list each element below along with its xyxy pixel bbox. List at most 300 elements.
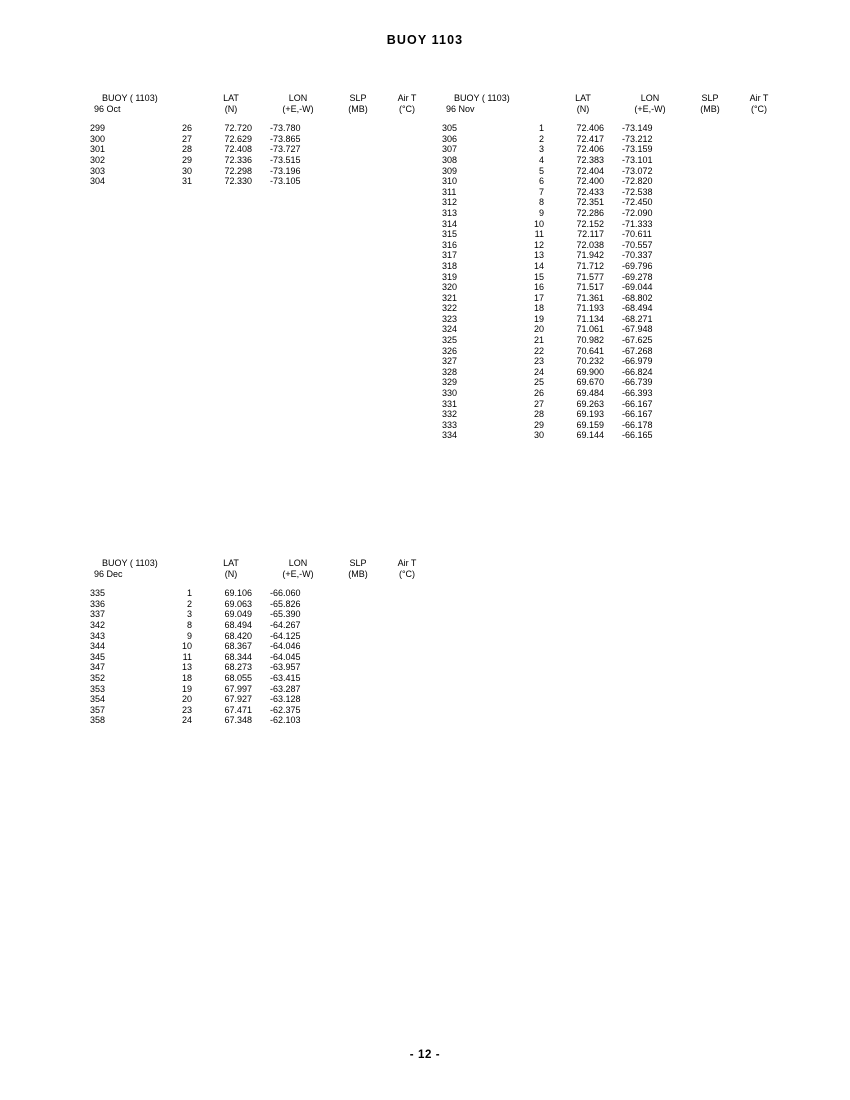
cell-lat: 69.484 (576, 388, 604, 399)
data-table-oct (88, 93, 432, 187)
page-title: BUOY 1103 (386, 33, 464, 47)
column-header-lat (200, 558, 262, 579)
cell-lon: -64.267 (270, 619, 301, 630)
cell-jday: 311 (442, 186, 457, 197)
header-spacer-cell (440, 114, 784, 123)
column-header-lat-label: LAT (223, 558, 239, 568)
cell-lon: -62.375 (270, 704, 301, 715)
cell-airt (382, 684, 432, 695)
cell-slp (334, 662, 382, 673)
cell-day: 11 (534, 229, 544, 240)
cell-slp (686, 250, 734, 261)
cell-lat: 72.117 (577, 229, 604, 240)
cell-day: 18 (181, 672, 192, 683)
table-body (440, 123, 784, 441)
cell-jday: 342 (90, 619, 106, 630)
cell-jday: 334 (442, 430, 458, 441)
cell-lon: -70.611 (622, 229, 652, 240)
cell-slp (686, 219, 734, 230)
cell-day: 22 (533, 345, 544, 356)
cell-lat: 71.712 (576, 260, 604, 271)
cell-slp (334, 652, 382, 663)
column-header-airt-unit: (°C) (750, 103, 768, 114)
cell-slp (334, 705, 382, 716)
cell-airt (382, 144, 432, 155)
cell-lat: 67.997 (224, 683, 252, 694)
table-row (440, 303, 784, 314)
cell-slp (686, 144, 734, 155)
column-header-day (164, 558, 200, 579)
cell-day: 15 (533, 271, 544, 282)
cell-lat: 69.900 (576, 366, 604, 377)
cell-airt (734, 430, 784, 441)
column-header-slp (334, 558, 382, 579)
cell-lat: 71.361 (576, 292, 604, 303)
cell-slp (686, 240, 734, 251)
cell-airt (734, 240, 784, 251)
cell-lon: -73.105 (270, 176, 301, 187)
cell-airt (382, 166, 432, 177)
cell-lat: 71.517 (576, 282, 604, 293)
cell-airt (734, 324, 784, 335)
cell-airt (382, 176, 432, 187)
cell-airt (382, 588, 432, 599)
cell-airt (382, 123, 432, 134)
cell-jday: 314 (442, 218, 458, 229)
cell-airt (734, 187, 784, 198)
column-header-lat-unit: (N) (224, 568, 238, 579)
cell-airt (734, 388, 784, 399)
cell-airt (734, 208, 784, 219)
cell-slp (334, 609, 382, 620)
cell-day: 29 (181, 154, 192, 165)
cell-day: 1 (186, 588, 192, 599)
cell-slp (686, 261, 734, 272)
table-header-row (88, 558, 432, 579)
table-row (88, 123, 432, 134)
cell-lat: 69.144 (576, 430, 604, 441)
cell-airt (734, 346, 784, 357)
table-header-row (88, 93, 432, 114)
column-header-lon-label: LON (288, 93, 308, 103)
table-row (88, 588, 432, 599)
cell-day: 1 (538, 123, 544, 134)
cell-airt (382, 599, 432, 610)
cell-jday: 302 (90, 154, 106, 165)
cell-slp (334, 641, 382, 652)
cell-lat: 72.720 (224, 123, 252, 134)
table-row (440, 356, 784, 367)
table-row (88, 673, 432, 684)
column-header-lon (262, 558, 334, 579)
table-row (440, 219, 784, 230)
column-header-period-label: 96 Dec (94, 568, 123, 579)
cell-lon: -66.979 (622, 356, 653, 367)
cell-lon: -67.268 (622, 345, 653, 356)
cell-jday: 304 (90, 176, 106, 187)
column-header-slp (686, 93, 734, 114)
column-header-lon-unit: (+E,-W) (634, 103, 666, 114)
cell-lat: 70.641 (576, 345, 604, 356)
cell-slp (334, 176, 382, 187)
cell-airt (734, 219, 784, 230)
column-header-airt (382, 93, 432, 114)
column-header-airt-label: Air T (397, 558, 417, 568)
cell-slp (686, 272, 734, 283)
cell-slp (686, 166, 734, 177)
cell-jday: 319 (442, 271, 458, 282)
column-header-buoy (88, 93, 164, 114)
cell-airt (382, 155, 432, 166)
table-row (88, 631, 432, 642)
header-spacer-row (440, 114, 784, 123)
cell-lat: 71.942 (576, 250, 604, 261)
cell-lat: 72.298 (224, 165, 252, 176)
column-header-lon-unit: (+E,-W) (282, 568, 314, 579)
cell-jday: 322 (442, 303, 458, 314)
cell-day: 7 (538, 186, 544, 197)
cell-airt (734, 367, 784, 378)
cell-lat: 72.286 (576, 207, 604, 218)
cell-slp (686, 356, 734, 367)
table-row (440, 197, 784, 208)
table-row (440, 430, 784, 441)
column-header-buoy (88, 558, 164, 579)
column-header-airt-unit: (°C) (398, 103, 416, 114)
table-row (440, 272, 784, 283)
cell-jday: 323 (442, 313, 458, 324)
cell-day: 24 (181, 715, 192, 726)
cell-day: 8 (538, 197, 544, 208)
buoy-table (88, 93, 432, 187)
table-body (88, 123, 432, 187)
cell-day: 27 (181, 133, 192, 144)
cell-airt (734, 176, 784, 187)
cell-jday: 335 (90, 588, 106, 599)
cell-lat: 72.404 (576, 165, 604, 176)
cell-airt (382, 652, 432, 663)
cell-airt (734, 250, 784, 261)
cell-slp (686, 377, 734, 388)
column-header-lat-unit: (N) (224, 103, 238, 114)
cell-jday: 315 (442, 229, 458, 240)
table-row (440, 314, 784, 325)
column-header-slp-unit: (MB) (348, 103, 368, 114)
cell-lon: -65.390 (270, 609, 301, 620)
cell-day: 13 (181, 662, 192, 673)
cell-slp (686, 324, 734, 335)
cell-day: 19 (181, 683, 192, 694)
cell-jday: 328 (442, 366, 458, 377)
column-header-slp-label: SLP (349, 558, 367, 568)
table-row (440, 367, 784, 378)
cell-airt (382, 134, 432, 145)
cell-lon: -63.415 (270, 672, 301, 683)
column-header-lat-unit: (N) (576, 103, 590, 114)
table-row (88, 652, 432, 663)
column-header-lon-label: LON (640, 93, 660, 103)
cell-day: 28 (181, 144, 192, 155)
cell-airt (382, 631, 432, 642)
cell-lon: -73.159 (622, 144, 653, 155)
table-row (440, 166, 784, 177)
cell-day: 29 (533, 419, 544, 430)
cell-day: 9 (186, 630, 192, 641)
column-header-lon (262, 93, 334, 114)
cell-day: 13 (533, 250, 544, 261)
cell-lon: -66.165 (622, 430, 653, 441)
cell-lat: 72.383 (576, 154, 604, 165)
table-header (88, 93, 432, 123)
table-row (88, 620, 432, 631)
header-spacer-row (88, 579, 432, 588)
cell-lon: -73.149 (622, 123, 653, 134)
cell-day: 17 (533, 292, 544, 303)
cell-airt (734, 155, 784, 166)
cell-slp (334, 166, 382, 177)
cell-jday: 344 (90, 641, 106, 652)
cell-jday: 321 (442, 292, 458, 303)
cell-lat: 69.106 (224, 588, 252, 599)
cell-slp (686, 187, 734, 198)
cell-jday: 318 (442, 260, 458, 271)
cell-lat: 72.038 (576, 239, 604, 250)
cell-day: 23 (533, 356, 544, 367)
cell-airt (734, 356, 784, 367)
cell-jday: 313 (442, 207, 458, 218)
cell-jday: 301 (90, 144, 106, 155)
cell-lat: 72.336 (224, 154, 252, 165)
cell-airt (382, 694, 432, 705)
cell-airt (734, 409, 784, 420)
cell-lat: 67.471 (224, 704, 252, 715)
cell-lon: -73.727 (270, 144, 301, 155)
cell-lon: -63.957 (270, 662, 301, 673)
cell-slp (334, 631, 382, 642)
cell-slp (686, 197, 734, 208)
cell-airt (734, 229, 784, 240)
cell-day: 12 (533, 239, 544, 250)
table-row (440, 134, 784, 145)
cell-airt (382, 715, 432, 726)
cell-lat: 68.494 (224, 619, 252, 630)
cell-day: 10 (181, 641, 192, 652)
cell-jday: 305 (442, 123, 458, 134)
cell-jday: 309 (442, 165, 458, 176)
cell-jday: 330 (442, 388, 458, 399)
cell-airt (382, 641, 432, 652)
cell-lon: -68.494 (622, 303, 653, 314)
cell-lon: -72.820 (622, 176, 653, 187)
cell-lon: -63.128 (270, 694, 301, 705)
cell-jday: 320 (442, 282, 458, 293)
table-row (88, 609, 432, 620)
cell-lon: -73.780 (270, 123, 301, 134)
cell-jday: 316 (442, 239, 458, 250)
cell-day: 27 (533, 398, 544, 409)
cell-lon: -73.865 (270, 133, 301, 144)
cell-slp (686, 335, 734, 346)
cell-slp (686, 409, 734, 420)
cell-airt (734, 282, 784, 293)
cell-airt (734, 420, 784, 431)
cell-lon: -71.333 (622, 218, 653, 229)
cell-lon: -73.072 (622, 165, 653, 176)
cell-slp (334, 134, 382, 145)
cell-lat: 69.159 (576, 419, 604, 430)
cell-day: 20 (533, 324, 544, 335)
cell-day: 30 (181, 165, 192, 176)
table-row (88, 155, 432, 166)
column-header-airt (382, 558, 432, 579)
cell-jday: 303 (90, 165, 106, 176)
cell-lon: -73.212 (622, 133, 653, 144)
cell-jday: 357 (90, 704, 106, 715)
cell-lat: 68.420 (224, 630, 252, 641)
cell-lon: -73.196 (270, 165, 301, 176)
cell-lat: 69.049 (224, 609, 252, 620)
cell-jday: 317 (442, 250, 458, 261)
cell-day: 30 (533, 430, 544, 441)
cell-slp (686, 399, 734, 410)
cell-day: 3 (186, 609, 192, 620)
cell-lat: 71.134 (576, 313, 604, 324)
cell-jday: 347 (90, 662, 106, 673)
table-header (440, 93, 784, 123)
table-row (88, 599, 432, 610)
cell-airt (734, 303, 784, 314)
table-row (440, 250, 784, 261)
column-header-airt-unit: (°C) (398, 568, 416, 579)
column-header-slp-unit: (MB) (700, 103, 720, 114)
cell-lat: 72.330 (224, 176, 252, 187)
cell-day: 3 (538, 144, 544, 155)
cell-lat: 71.193 (576, 303, 604, 314)
cell-airt (734, 335, 784, 346)
column-header-lat (552, 93, 614, 114)
cell-lon: -64.125 (270, 630, 301, 641)
cell-jday: 336 (90, 598, 106, 609)
table-row (88, 166, 432, 177)
cell-day: 19 (533, 313, 544, 324)
cell-jday: 352 (90, 672, 106, 683)
cell-jday: 345 (90, 651, 106, 662)
cell-slp (686, 346, 734, 357)
cell-airt (734, 166, 784, 177)
column-header-lon-label: LON (288, 558, 308, 568)
cell-lat: 69.063 (224, 598, 252, 609)
cell-day: 14 (533, 260, 544, 271)
cell-lon: -70.337 (622, 250, 653, 261)
cell-lon: -69.278 (622, 271, 653, 282)
cell-day: 5 (538, 165, 544, 176)
table-row (440, 420, 784, 431)
cell-lat: 72.406 (576, 123, 604, 134)
cell-slp (334, 694, 382, 705)
cell-lon: -64.046 (270, 641, 301, 652)
cell-slp (334, 684, 382, 695)
cell-airt (382, 609, 432, 620)
table-row (88, 684, 432, 695)
cell-jday: 358 (90, 715, 106, 726)
column-header-slp-unit: (MB) (348, 568, 368, 579)
cell-day: 24 (533, 366, 544, 377)
cell-lat: 71.061 (576, 324, 604, 335)
cell-lat: 72.351 (576, 197, 604, 208)
cell-slp (686, 229, 734, 240)
data-table-nov (440, 93, 784, 441)
cell-slp (686, 314, 734, 325)
column-header-slp-label: SLP (701, 93, 719, 103)
column-header-lat-label: LAT (575, 93, 591, 103)
cell-lon: -66.739 (622, 377, 653, 388)
cell-day: 10 (533, 218, 544, 229)
cell-lat: 72.629 (224, 133, 252, 144)
cell-day: 18 (533, 303, 544, 314)
cell-slp (686, 388, 734, 399)
cell-airt (382, 673, 432, 684)
column-header-period-label: 96 Oct (94, 103, 121, 114)
cell-slp (334, 599, 382, 610)
cell-day: 20 (181, 694, 192, 705)
cell-slp (686, 420, 734, 431)
cell-airt (734, 314, 784, 325)
cell-jday: 327 (442, 356, 458, 367)
cell-lat: 70.982 (576, 335, 604, 346)
cell-lon: -67.625 (622, 335, 653, 346)
cell-slp (686, 155, 734, 166)
column-header-period-label: 96 Nov (446, 103, 475, 114)
table-header (88, 558, 432, 588)
cell-lat: 69.670 (576, 377, 604, 388)
cell-airt (734, 272, 784, 283)
cell-lat: 71.577 (576, 271, 604, 282)
cell-lat: 68.367 (224, 641, 252, 652)
cell-jday: 299 (90, 123, 106, 134)
table-row (440, 208, 784, 219)
cell-jday: 306 (442, 133, 458, 144)
cell-lat: 69.263 (576, 398, 604, 409)
cell-jday: 307 (442, 144, 458, 155)
cell-lon: -68.802 (622, 292, 653, 303)
cell-lon: -63.287 (270, 683, 301, 694)
cell-jday: 325 (442, 335, 458, 346)
cell-lat: 67.348 (224, 715, 252, 726)
cell-jday: 310 (442, 176, 458, 187)
cell-slp (334, 715, 382, 726)
cell-slp (686, 430, 734, 441)
cell-lon: -66.167 (622, 409, 653, 420)
cell-jday: 300 (90, 133, 106, 144)
cell-day: 31 (181, 176, 192, 187)
cell-day: 26 (181, 123, 192, 134)
table-row (440, 346, 784, 357)
table-row (440, 409, 784, 420)
cell-day: 28 (533, 409, 544, 420)
table-body (88, 588, 432, 726)
cell-slp (686, 282, 734, 293)
column-header-buoy (440, 93, 516, 114)
page-number: - 12 - (409, 1049, 441, 1061)
cell-lon: -64.045 (270, 651, 301, 662)
table-row (440, 377, 784, 388)
table-row (440, 123, 784, 134)
table-row (88, 705, 432, 716)
cell-airt (734, 399, 784, 410)
table-row (440, 282, 784, 293)
table-row (440, 388, 784, 399)
cell-airt (382, 620, 432, 631)
